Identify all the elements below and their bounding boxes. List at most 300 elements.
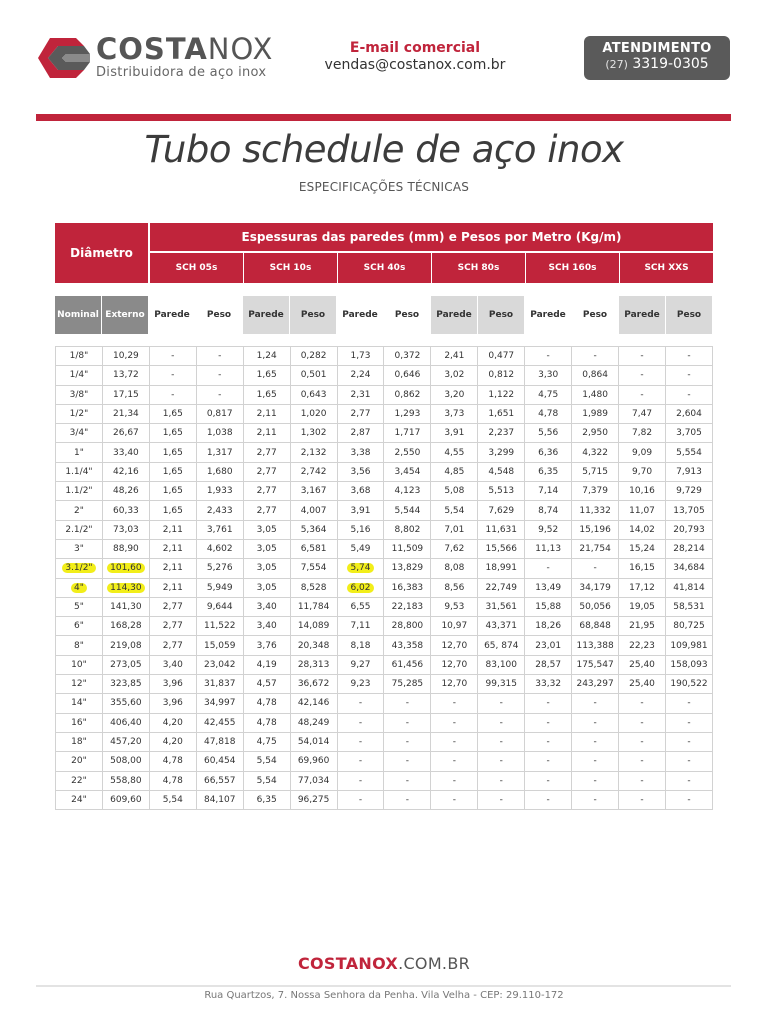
schedule-header: SCH 80s [431, 253, 525, 283]
phone-ddd: (27) [605, 58, 628, 71]
table-row [56, 713, 713, 732]
cell-parede: 3,38 [337, 443, 384, 462]
cell-peso: 9,729 [665, 482, 712, 501]
cell-parede: 12,70 [431, 675, 478, 694]
cell-peso: 7,379 [572, 482, 619, 501]
email-label: E-mail comercial [349, 40, 481, 56]
cell-externo: 558,80 [102, 771, 149, 790]
cell-parede: - [337, 694, 384, 713]
cell-parede: 2,11 [149, 520, 196, 539]
table-row [56, 347, 713, 366]
cell-nominal: 3" [56, 539, 103, 558]
cell-peso: 4,123 [384, 482, 431, 501]
cell-peso: 4,007 [290, 501, 337, 520]
cell-externo: 13,72 [102, 366, 149, 385]
cell-peso: - [665, 347, 712, 366]
cell-nominal: 22" [56, 771, 103, 790]
cell-parede: 1,65 [243, 366, 290, 385]
spec-table-wrap [55, 346, 713, 810]
cell-parede [337, 559, 384, 578]
cell-parede: 3,05 [243, 559, 290, 578]
cell-parede: 14,02 [619, 520, 666, 539]
schedule-header: SCH 160s [525, 253, 619, 283]
cell-peso: 11,509 [384, 539, 431, 558]
table-row [56, 424, 713, 443]
column-header-parede: Parede [619, 296, 666, 334]
column-header-parede: Parede [525, 296, 572, 334]
highlighted-value: 4" [71, 583, 87, 593]
cell-nominal: 6" [56, 617, 103, 636]
column-header-externo: Externo [102, 296, 149, 334]
cell-parede: - [525, 790, 572, 809]
email-link[interactable]: vendas@costanox.com.br [324, 57, 506, 73]
cell-peso: 7,554 [290, 559, 337, 578]
cell-externo: 21,34 [102, 404, 149, 423]
cell-parede: 2,77 [243, 443, 290, 462]
table-row [56, 694, 713, 713]
cell-peso: 1,480 [572, 385, 619, 404]
column-header-parede: Parede [337, 296, 384, 334]
cell-parede: 5,54 [149, 790, 196, 809]
table-row [56, 501, 713, 520]
cell-peso: - [572, 790, 619, 809]
cell-peso: 190,522 [665, 675, 712, 694]
cell-peso: 1,302 [290, 424, 337, 443]
cell-peso: 3,705 [665, 424, 712, 443]
cell-peso: 34,684 [665, 559, 712, 578]
cell-peso: 3,454 [384, 462, 431, 481]
cell-parede: - [619, 713, 666, 732]
cell-externo: 609,60 [102, 790, 149, 809]
highlighted-value: 6,02 [347, 583, 373, 593]
cell-externo: 26,67 [102, 424, 149, 443]
cell-peso: 2,550 [384, 443, 431, 462]
table-row [56, 443, 713, 462]
email-block [300, 40, 530, 73]
cell-peso: - [572, 694, 619, 713]
cell-peso: 0,864 [572, 366, 619, 385]
cell-peso: - [478, 771, 525, 790]
cell-nominal [56, 578, 103, 597]
cell-peso: 4,322 [572, 443, 619, 462]
cell-parede: 19,05 [619, 597, 666, 616]
cell-nominal: 2.1/2" [56, 520, 103, 539]
footer-brand-domain: .COM.BR [398, 954, 471, 973]
cell-peso: 42,455 [196, 713, 243, 732]
cell-peso: 3,299 [478, 443, 525, 462]
cell-peso: 0,646 [384, 366, 431, 385]
cell-peso: - [478, 790, 525, 809]
cell-nominal: 5" [56, 597, 103, 616]
cell-peso: 8,802 [384, 520, 431, 539]
table-row [56, 520, 713, 539]
cell-peso: 68,848 [572, 617, 619, 636]
cell-parede: 4,75 [525, 385, 572, 404]
cell-peso: - [665, 771, 712, 790]
highlighted-value: 5,74 [347, 563, 373, 573]
table-row [56, 752, 713, 771]
cell-peso: 58,531 [665, 597, 712, 616]
cell-peso: 15,196 [572, 520, 619, 539]
cell-peso: 5,554 [665, 443, 712, 462]
cell-nominal: 2" [56, 501, 103, 520]
column-subheader-row [55, 296, 713, 334]
cell-parede: 2,24 [337, 366, 384, 385]
cell-parede: 2,41 [431, 347, 478, 366]
cell-peso: - [572, 559, 619, 578]
cell-parede: 3,30 [525, 366, 572, 385]
cell-parede: 4,20 [149, 713, 196, 732]
cell-parede: 1,65 [149, 404, 196, 423]
cell-parede: - [619, 366, 666, 385]
table-row [56, 636, 713, 655]
cell-parede: - [619, 694, 666, 713]
cell-peso: 5,276 [196, 559, 243, 578]
cell-parede: 3,40 [243, 597, 290, 616]
cell-parede: 7,01 [431, 520, 478, 539]
column-header-peso: Peso [572, 296, 619, 334]
cell-peso: - [572, 347, 619, 366]
cell-externo: 42,16 [102, 462, 149, 481]
cell-nominal: 8" [56, 636, 103, 655]
cell-parede: 7,62 [431, 539, 478, 558]
cell-peso: 113,388 [572, 636, 619, 655]
cell-peso: - [572, 732, 619, 751]
cell-peso: 9,644 [196, 597, 243, 616]
cell-peso: - [384, 752, 431, 771]
cell-parede: 2,77 [337, 404, 384, 423]
cell-nominal [56, 559, 103, 578]
header [0, 0, 768, 120]
cell-peso: 2,950 [572, 424, 619, 443]
table-row [56, 404, 713, 423]
cell-externo: 10,29 [102, 347, 149, 366]
cell-peso: 21,754 [572, 539, 619, 558]
cell-parede: 5,08 [431, 482, 478, 501]
cell-peso: - [665, 385, 712, 404]
page-title: Tubo schedule de aço inox [144, 128, 624, 171]
cell-peso: - [665, 752, 712, 771]
cell-peso: 1,680 [196, 462, 243, 481]
cell-peso: - [384, 732, 431, 751]
cell-nominal: 1/4" [56, 366, 103, 385]
cell-parede: 2,11 [243, 424, 290, 443]
cell-parede: 8,08 [431, 559, 478, 578]
cell-parede: - [525, 752, 572, 771]
cell-nominal: 1.1/2" [56, 482, 103, 501]
cell-parede: 2,31 [337, 385, 384, 404]
cell-parede: 11,13 [525, 539, 572, 558]
cell-externo: 406,40 [102, 713, 149, 732]
cell-peso: 15,059 [196, 636, 243, 655]
cell-parede: 4,78 [149, 771, 196, 790]
highlighted-value: 101,60 [107, 563, 145, 573]
column-header-peso: Peso [290, 296, 337, 334]
cell-parede: 9,70 [619, 462, 666, 481]
schedule-header-row [150, 253, 713, 283]
cell-parede: 25,40 [619, 675, 666, 694]
cell-nominal: 14" [56, 694, 103, 713]
cell-peso: 47,818 [196, 732, 243, 751]
cell-peso: 4,548 [478, 462, 525, 481]
atendimento-badge [584, 36, 730, 80]
table-row [56, 790, 713, 809]
cell-parede: 15,24 [619, 539, 666, 558]
cell-parede: 2,11 [149, 578, 196, 597]
cell-peso: 2,742 [290, 462, 337, 481]
cell-peso: 22,183 [384, 597, 431, 616]
cell-parede: 3,76 [243, 636, 290, 655]
cell-peso: - [572, 713, 619, 732]
cell-peso: 5,949 [196, 578, 243, 597]
cell-peso: 1,651 [478, 404, 525, 423]
cell-parede: 2,87 [337, 424, 384, 443]
table-row [56, 617, 713, 636]
cell-peso: 243,297 [572, 675, 619, 694]
cell-nominal: 1" [56, 443, 103, 462]
cell-peso: 3,761 [196, 520, 243, 539]
cell-peso: - [196, 385, 243, 404]
cell-peso: 5,715 [572, 462, 619, 481]
cell-parede: - [525, 694, 572, 713]
cell-peso: 5,513 [478, 482, 525, 501]
column-header-peso: Peso [384, 296, 431, 334]
cell-peso: 5,544 [384, 501, 431, 520]
atendimento-label: ATENDIMENTO [602, 41, 712, 56]
cell-parede: 3,91 [337, 501, 384, 520]
cell-peso: 15,566 [478, 539, 525, 558]
cell-peso: 2,132 [290, 443, 337, 462]
cell-peso: - [665, 713, 712, 732]
highlighted-value: 114,30 [107, 583, 145, 593]
cell-parede: - [149, 366, 196, 385]
cell-parede: 5,54 [243, 771, 290, 790]
cell-peso: 42,146 [290, 694, 337, 713]
cell-parede: 4,78 [525, 404, 572, 423]
cell-parede: 1,65 [149, 443, 196, 462]
cell-parede: 5,54 [431, 501, 478, 520]
cell-peso: - [665, 366, 712, 385]
cell-peso: - [478, 732, 525, 751]
cell-parede: 22,23 [619, 636, 666, 655]
column-header-peso: Peso [196, 296, 243, 334]
cell-externo: 73,03 [102, 520, 149, 539]
cell-peso: 50,056 [572, 597, 619, 616]
cell-externo: 508,00 [102, 752, 149, 771]
cell-parede: - [337, 713, 384, 732]
cell-peso: 83,100 [478, 655, 525, 674]
cell-peso: 80,725 [665, 617, 712, 636]
column-header-peso: Peso [666, 296, 713, 334]
cell-peso: 11,631 [478, 520, 525, 539]
cell-peso: 0,282 [290, 347, 337, 366]
costanox-logo-icon [36, 34, 90, 82]
spec-table [55, 346, 713, 810]
cell-peso: 11,522 [196, 617, 243, 636]
cell-peso: - [384, 790, 431, 809]
cell-parede: 2,77 [149, 617, 196, 636]
cell-parede: 3,40 [243, 617, 290, 636]
table-row [56, 771, 713, 790]
cell-parede: 8,18 [337, 636, 384, 655]
cell-parede: 11,07 [619, 501, 666, 520]
cell-parede: 17,12 [619, 578, 666, 597]
cell-parede: 1,65 [149, 501, 196, 520]
cell-parede: 3,96 [149, 694, 196, 713]
cell-parede: 3,40 [149, 655, 196, 674]
cell-parede: 2,11 [243, 404, 290, 423]
cell-parede: 13,49 [525, 578, 572, 597]
schedule-header: SCH 05s [150, 253, 243, 283]
cell-peso: 0,372 [384, 347, 431, 366]
cell-parede: 4,57 [243, 675, 290, 694]
table-row [56, 366, 713, 385]
table-row [56, 482, 713, 501]
cell-parede: 7,47 [619, 404, 666, 423]
cell-parede: 21,95 [619, 617, 666, 636]
brand-name [96, 34, 273, 64]
cell-parede: 4,20 [149, 732, 196, 751]
cell-peso: 2,237 [478, 424, 525, 443]
cell-peso: - [478, 713, 525, 732]
schedule-header: SCH 40s [337, 253, 431, 283]
cell-parede: 8,74 [525, 501, 572, 520]
cell-peso: 48,249 [290, 713, 337, 732]
footer-brand[interactable] [0, 954, 768, 973]
cell-peso: 2,604 [665, 404, 712, 423]
cell-parede: 2,77 [243, 462, 290, 481]
cell-parede: 1,65 [149, 462, 196, 481]
cell-parede: - [431, 752, 478, 771]
cell-parede: - [337, 732, 384, 751]
schedule-header: SCH XXS [619, 253, 713, 283]
cell-nominal: 12" [56, 675, 103, 694]
cell-peso: 16,383 [384, 578, 431, 597]
cell-parede: - [337, 752, 384, 771]
cell-peso: 1,717 [384, 424, 431, 443]
cell-peso: 96,275 [290, 790, 337, 809]
cell-peso: 175,547 [572, 655, 619, 674]
cell-parede: - [337, 771, 384, 790]
cell-peso: 0,477 [478, 347, 525, 366]
cell-externo: 33,40 [102, 443, 149, 462]
cell-parede: 3,05 [243, 578, 290, 597]
cell-peso: 28,313 [290, 655, 337, 674]
cell-peso: 7,629 [478, 501, 525, 520]
cell-parede: - [525, 559, 572, 578]
cell-parede: 4,55 [431, 443, 478, 462]
table-row [56, 578, 713, 597]
schedule-header: SCH 10s [243, 253, 337, 283]
atendimento-phone[interactable] [584, 56, 730, 72]
footer-brand-bold: COSTANOX [297, 954, 399, 973]
cell-peso: 13,705 [665, 501, 712, 520]
brand-nox: NOX [207, 32, 274, 66]
cell-externo: 168,28 [102, 617, 149, 636]
cell-peso: 0,812 [478, 366, 525, 385]
column-header-parede: Parede [243, 296, 290, 334]
cell-nominal: 18" [56, 732, 103, 751]
cell-parede: 28,57 [525, 655, 572, 674]
cell-parede: 7,82 [619, 424, 666, 443]
cell-peso: 11,784 [290, 597, 337, 616]
cell-peso: 20,793 [665, 520, 712, 539]
cell-externo: 323,85 [102, 675, 149, 694]
cell-parede: 15,88 [525, 597, 572, 616]
cell-parede: 12,70 [431, 636, 478, 655]
cell-nominal: 10" [56, 655, 103, 674]
cell-externo: 457,20 [102, 732, 149, 751]
cell-parede: 7,11 [337, 617, 384, 636]
cell-parede: 4,75 [243, 732, 290, 751]
cell-parede: 8,56 [431, 578, 478, 597]
cell-parede: 4,19 [243, 655, 290, 674]
cell-peso: 31,837 [196, 675, 243, 694]
cell-peso: 4,602 [196, 539, 243, 558]
cell-peso: 1,933 [196, 482, 243, 501]
cell-nominal: 3/8" [56, 385, 103, 404]
diametro-header: Diâmetro [55, 223, 148, 283]
cell-peso: 99,315 [478, 675, 525, 694]
table-row [56, 597, 713, 616]
cell-peso: - [196, 366, 243, 385]
table-row [56, 462, 713, 481]
cell-peso: 2,433 [196, 501, 243, 520]
cell-parede: 2,11 [149, 559, 196, 578]
cell-parede: 5,54 [243, 752, 290, 771]
cell-peso: 109,981 [665, 636, 712, 655]
cell-parede: 6,35 [525, 462, 572, 481]
cell-externo: 48,26 [102, 482, 149, 501]
cell-parede: 2,77 [149, 597, 196, 616]
phone-number: 3319-0305 [632, 56, 709, 72]
cell-peso: - [478, 694, 525, 713]
cell-parede: 10,16 [619, 482, 666, 501]
cell-peso: 22,749 [478, 578, 525, 597]
brand [96, 34, 273, 80]
cell-parede: - [149, 385, 196, 404]
column-header-nominal: Nominal [55, 296, 102, 334]
cell-parede: 2,77 [149, 636, 196, 655]
cell-parede: 1,65 [149, 482, 196, 501]
cell-externo: 273,05 [102, 655, 149, 674]
cell-peso: 1,293 [384, 404, 431, 423]
cell-parede: 2,77 [243, 501, 290, 520]
column-header-peso: Peso [478, 296, 525, 334]
cell-parede: 33,32 [525, 675, 572, 694]
cell-peso: 13,829 [384, 559, 431, 578]
cell-peso: 34,179 [572, 578, 619, 597]
cell-peso: - [665, 790, 712, 809]
cell-parede: - [525, 347, 572, 366]
cell-parede: 4,78 [149, 752, 196, 771]
cell-parede: 6,35 [243, 790, 290, 809]
cell-externo: 141,30 [102, 597, 149, 616]
cell-peso: 75,285 [384, 675, 431, 694]
cell-parede: - [525, 713, 572, 732]
cell-peso: 54,014 [290, 732, 337, 751]
cell-parede: 2,77 [243, 482, 290, 501]
cell-peso: 1,122 [478, 385, 525, 404]
cell-parede: 10,97 [431, 617, 478, 636]
cell-parede: 3,73 [431, 404, 478, 423]
cell-parede: - [337, 790, 384, 809]
cell-parede: 16,15 [619, 559, 666, 578]
cell-externo [102, 559, 149, 578]
cell-parede: 3,56 [337, 462, 384, 481]
cell-parede: 3,05 [243, 539, 290, 558]
cell-peso: 69,960 [290, 752, 337, 771]
